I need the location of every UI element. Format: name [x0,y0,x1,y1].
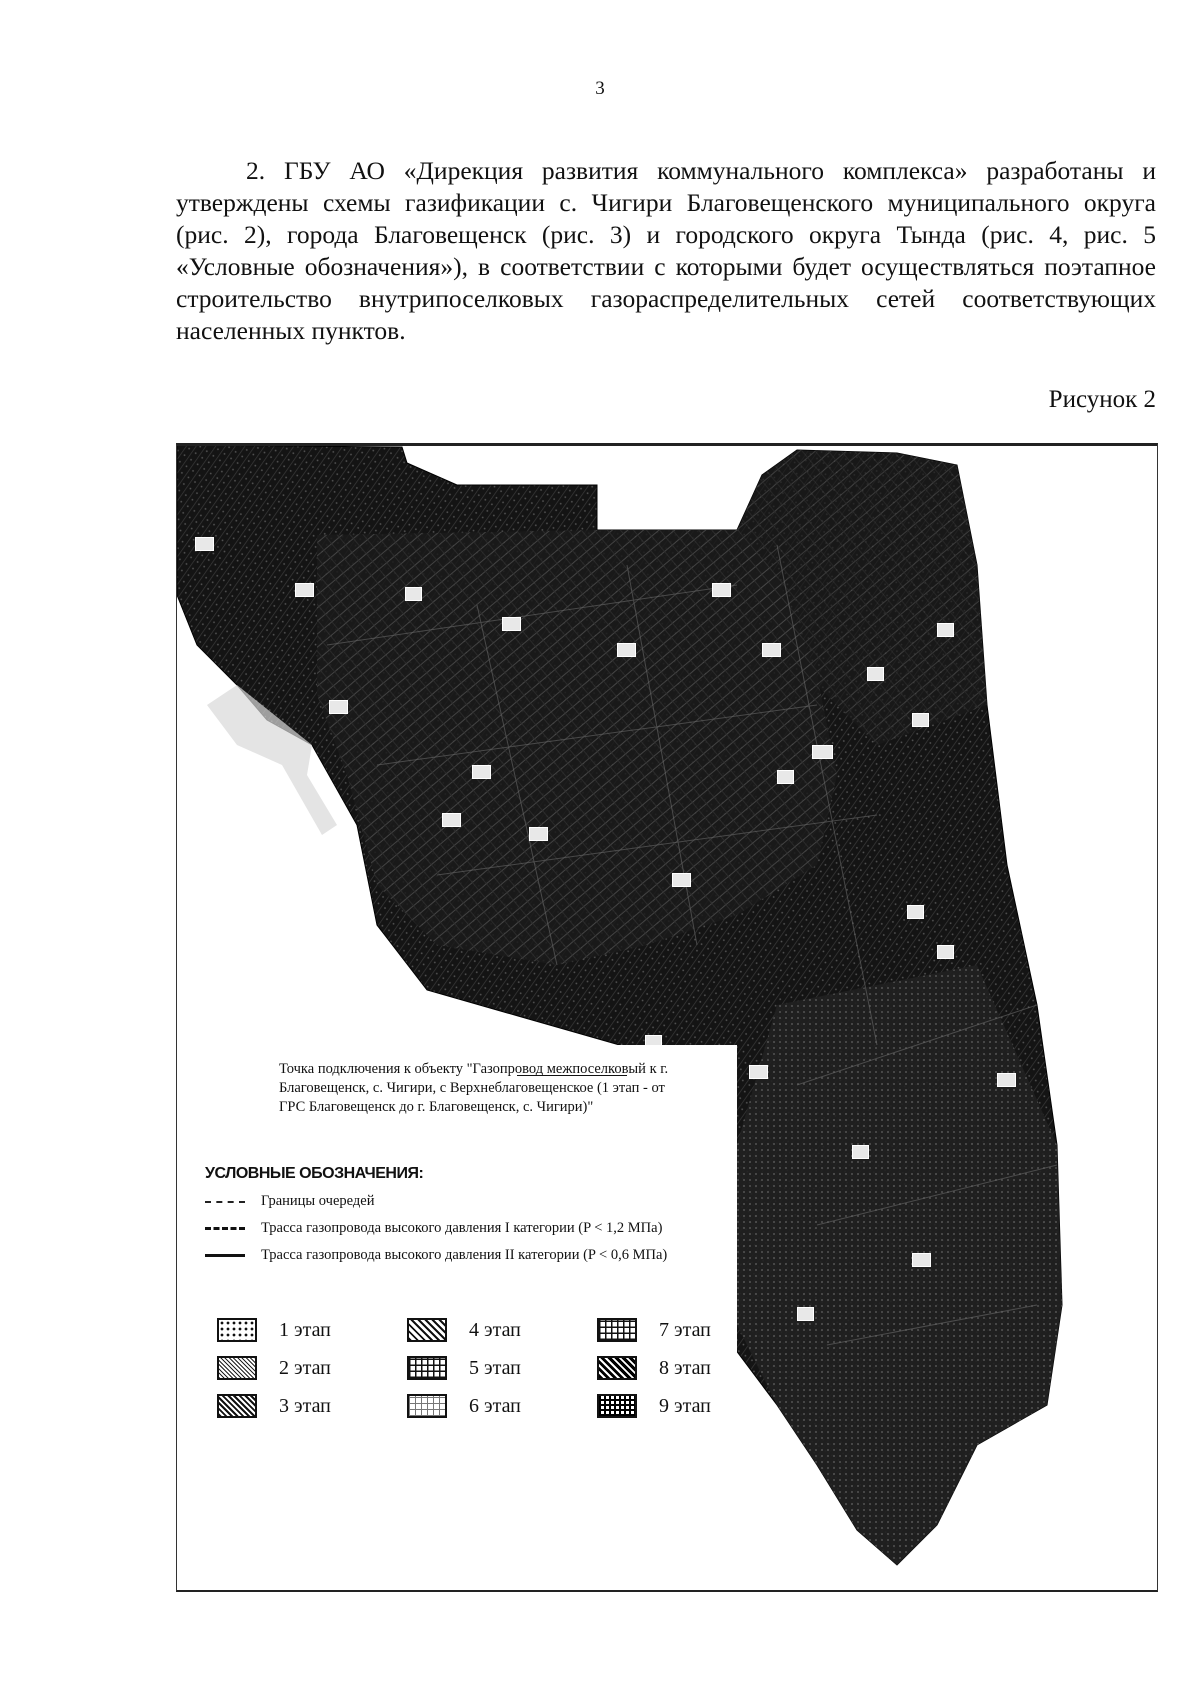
stage-label: 9 этап [659,1394,711,1417]
map-block-label [997,1073,1016,1087]
legend-item-high-pressure-cat2 [205,1247,765,1264]
stage-legend [217,1318,777,1418]
map-block-label [852,1145,869,1159]
stage-label: 4 этап [469,1318,521,1341]
legend-item-boundaries [205,1193,765,1210]
map-block-label [797,1307,814,1321]
map-block-label [762,643,781,657]
bold-diagonal-pattern-icon [597,1356,637,1380]
gasification-map-figure [176,443,1158,1592]
legend [205,1165,765,1264]
dashed-line-icon [205,1201,245,1203]
map-block-label [195,537,214,551]
stage-label: 5 этап [469,1356,521,1379]
legend-item-label: Границы очередей [261,1193,375,1209]
map-block-label [442,813,461,827]
stage-8 [597,1356,777,1380]
connection-point-callout: Точка подключения к объекту "Газопровод межпоселковый к г. Благовещенск, с. Чигири, с Верхнеблаговещенское (1 этап - от ГРС Благовещенск до г. Благовещенск, с. Чигири)" [279,1061,669,1115]
map-block-label [912,1253,931,1267]
map-block-label [295,583,314,597]
map-block-label [502,617,521,631]
stage-5 [407,1356,597,1380]
map-area-south [737,965,1062,1565]
legend-item-high-pressure-cat1 [205,1220,765,1237]
map-block-label [472,765,491,779]
bold-grid-pattern-icon [597,1394,637,1418]
figure-caption: Рисунок 2 [1048,386,1156,413]
solid-line-icon [205,1254,245,1257]
map-block-label [937,945,954,959]
stage-label: 6 этап [469,1394,521,1417]
stage-7 [597,1318,777,1342]
map-block-label [777,770,794,784]
stage-9 [597,1394,777,1418]
stage-label: 1 этап [279,1318,331,1341]
fine-hatch-pattern-icon [217,1356,257,1380]
legend-title: УСЛОВНЫЕ ОБОЗНАЧЕНИЯ: [205,1165,424,1182]
stage-3 [217,1394,407,1418]
map-block-label [907,905,924,919]
stage-label: 3 этап [279,1394,331,1417]
map-block-label [405,587,422,601]
map-block-label [329,700,348,714]
map-block-label [672,873,691,887]
stage-label: 7 этап [659,1318,711,1341]
callout-leader-line [517,1075,627,1076]
dense-diagonal-pattern-icon [217,1394,257,1418]
light-grid-pattern-icon [407,1394,447,1418]
map-block-label [617,643,636,657]
map-block-label [749,1065,768,1079]
map-block-label [812,745,833,759]
grid-pattern-icon [407,1356,447,1380]
stage-6 [407,1394,597,1418]
grid-pattern-icon [597,1318,637,1342]
body-paragraph [176,155,1156,347]
stage-2 [217,1356,407,1380]
legend-item-label: Трасса газопровода высокого давления I категории (P < 1,2 МПа) [261,1220,663,1236]
stage-label: 8 этап [659,1356,711,1379]
legend-item-label: Трасса газопровода высокого давления II категории (P < 0,6 МПа) [261,1247,668,1263]
stage-1 [217,1318,407,1342]
map-block-label [529,827,548,841]
map-block-label [867,667,884,681]
map-graphic [177,445,1157,1590]
dots-pattern-icon [217,1318,257,1342]
page-number: 3 [595,78,605,99]
map-block-label [937,623,954,637]
paragraph-text: 2. ГБУ АО «Дирекция развития коммунального комплекса» разработаны и утверждены схемы газификации с. Чигири Благовещенского муниципального округа (рис. 2), города Благовещенск (рис. 3) и городского округа Тында (рис. 4, рис. 5 «Условные обозначения»), в соответствии с которыми будет осуществляться поэтапное строительство внутрипоселковых газораспределительных сетей соответствующих населенных пунктов. [176,156,1156,345]
map-block-label [912,713,929,727]
diagonal-pattern-icon [407,1318,447,1342]
map-block-label [712,583,731,597]
stage-4 [407,1318,597,1342]
stage-label: 2 этап [279,1356,331,1379]
bold-dashed-line-icon [205,1227,245,1230]
